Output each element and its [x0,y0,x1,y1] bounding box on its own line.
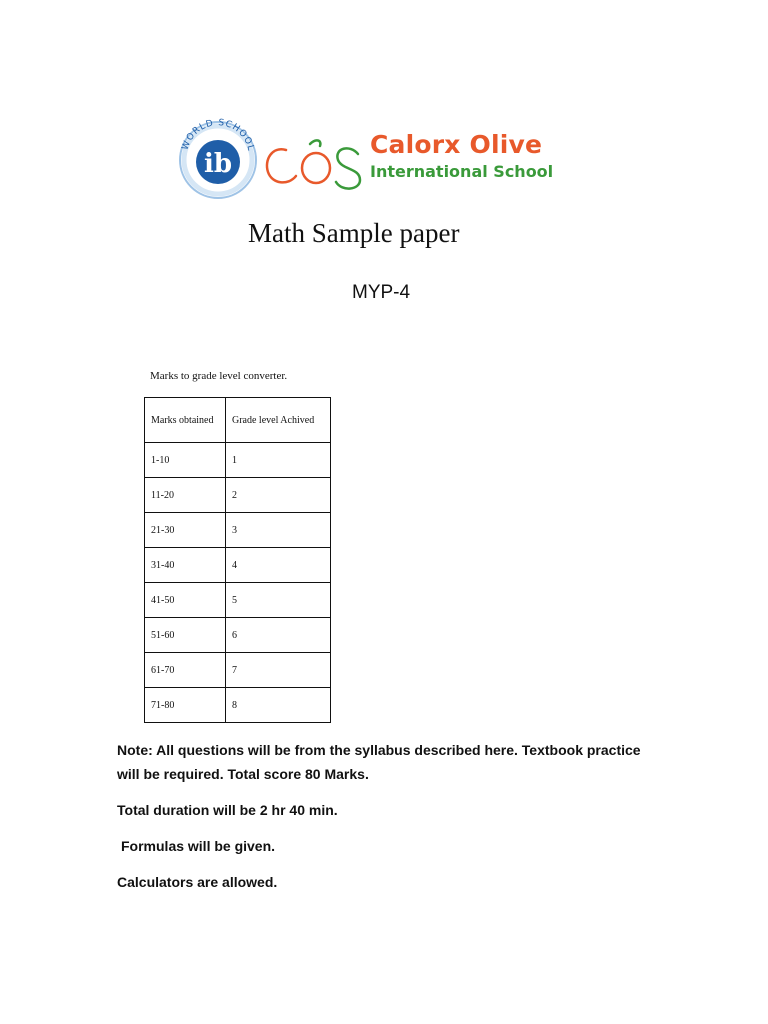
table-row [145,583,331,618]
grade-cell: 7 [226,653,331,688]
school-name-line1: Calorx Olive [370,130,543,159]
column-header-marks: Marks obtained [145,398,226,443]
table-row [145,443,331,478]
grade-cell: 8 [226,688,331,723]
table-row [145,548,331,583]
grade-cell: 4 [226,548,331,583]
grade-cell: 6 [226,618,331,653]
grade-cell: 1 [226,443,331,478]
grade-cell: 3 [226,513,331,548]
column-header-grade: Grade level Achived [226,398,331,443]
marks-cell: 31-40 [145,548,226,583]
table-row [145,688,331,723]
table-header-row [145,398,331,443]
cos-monogram-icon [260,136,366,196]
table-row [145,513,331,548]
school-name-line2: International School [370,162,554,181]
table-caption: Marks to grade level converter. [150,370,288,382]
table-row [145,653,331,688]
page-title: Math Sample paper [248,218,460,248]
marks-cell: 21-30 [145,513,226,548]
marks-cell: 51-60 [145,618,226,653]
marks-cell: 41-50 [145,583,226,618]
seal-letters: ib [203,149,233,179]
note-calculators: Calculators are allowed. [117,874,278,890]
ib-world-school-seal-icon [174,114,262,202]
marks-cell: 11-20 [145,478,226,513]
grade-cell: 5 [226,583,331,618]
grade-cell: 2 [226,478,331,513]
table-row [145,618,331,653]
note-syllabus: Note: All questions will be from the syllabus described here. Textbook practice will be required. Total score 80 Marks. [117,742,641,782]
marks-cell: 61-70 [145,653,226,688]
grade-converter-table [144,397,331,723]
exam-notes [117,738,657,906]
page-subtitle: MYP-4 [352,282,411,303]
note-duration: Total duration will be 2 hr 40 min. [117,802,338,818]
seal-text: WORLD SCHOOL [180,118,256,153]
marks-cell: 1-10 [145,443,226,478]
school-logo-header [174,114,554,206]
note-formulas: Formulas will be given. [121,838,276,854]
marks-cell: 71-80 [145,688,226,723]
school-name [370,130,553,182]
table-row [145,478,331,513]
